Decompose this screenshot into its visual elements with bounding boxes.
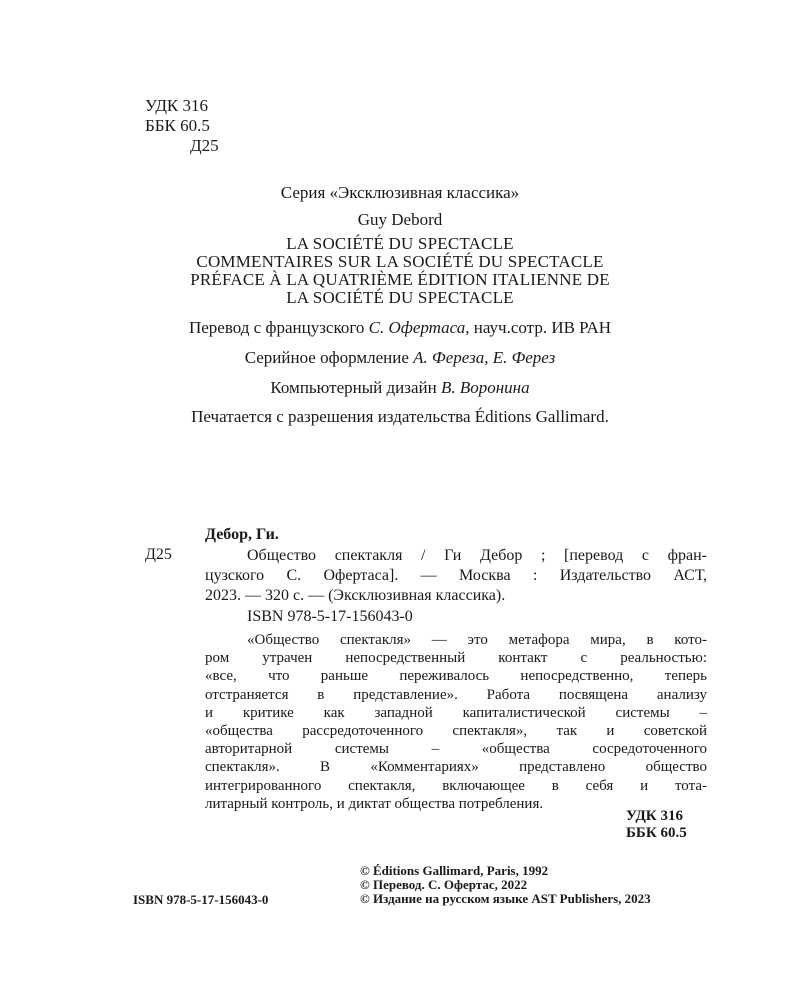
copyright-line: © Éditions Gallimard, Paris, 1992	[360, 863, 549, 878]
abstract-line: «все, что раньше переживалось непосредственно, теперь	[205, 668, 707, 685]
catalog-heading: Дебор, Ги.	[205, 526, 279, 543]
abstract-line: спектакля». В «Комментариях» представлено общество	[205, 759, 707, 776]
copyright-block	[360, 864, 651, 906]
translation-prefix: Перевод с французского	[188, 318, 369, 337]
abstract-line: авторитарной системы – «общества сосредоточенного	[205, 741, 707, 758]
copyright-line: © Перевод. С. Офертас, 2022	[360, 877, 528, 892]
series-design-credit	[0, 348, 800, 368]
udk-code-top: УДК 316	[145, 96, 209, 115]
abstract-line: интегрированного спектакля, включающее в себя и тота-	[205, 777, 707, 794]
catalog-isbn: ISBN 978-5-17-156043-0	[247, 608, 413, 625]
bbk-code-top: ББК 60.5	[145, 116, 210, 135]
footer-isbn: ISBN 978-5-17-156043-0	[133, 892, 269, 907]
series-line: Серия «Эксклюзивная классика»	[280, 183, 520, 202]
catalog-udk: УДК 316	[626, 808, 683, 824]
series-designers: А. Фереза, Е. Ферез	[413, 348, 556, 367]
catalog-abstract	[205, 631, 707, 813]
series-design-prefix: Серийное оформление	[244, 348, 414, 367]
author-mark-top: Д25	[190, 136, 219, 155]
translation-credit	[0, 318, 800, 338]
original-title-line: LA SOCIÉTÉ DU SPECTACLE	[286, 234, 514, 253]
abstract-line: и критике как западной капиталистической системы –	[205, 704, 707, 721]
computer-designer: В. Воронина	[440, 378, 530, 397]
original-title-line: COMMENTAIRES SUR LA SOCIÉTÉ DU SPECTACLE	[196, 252, 604, 271]
abstract-line: ром утрачен непосредственный контакт с реальностью:	[205, 650, 707, 667]
catalog-mark: Д25	[145, 546, 172, 563]
abstract-line: отстраняется в представление». Работа посвящена анализу	[205, 686, 707, 703]
translation-suffix: науч.сотр. ИВ РАН	[469, 318, 612, 337]
translator-name: С. Офертаса,	[368, 318, 470, 337]
computer-design-prefix: Компьютерный дизайн	[270, 378, 441, 397]
computer-design-credit	[0, 378, 800, 398]
copyright-line: © Издание на русском языке AST Publishers, 2023	[360, 891, 651, 906]
abstract-line: «Общество спектакля» — это метафора мира, в кото-	[247, 632, 707, 648]
original-title-line: LA SOCIÉTÉ DU SPECTACLE	[286, 288, 514, 307]
original-author: Guy Debord	[357, 210, 443, 229]
catalog-bbk: ББК 60.5	[626, 825, 687, 841]
bibliographic-description	[205, 546, 707, 606]
permission-note: Печатается с разрешения издательства Éditions Gallimard.	[191, 407, 609, 426]
bib-line: цузского С. Офертаса]. — Москва : Издательство АСТ,	[205, 567, 707, 584]
abstract-line: «общества рассредоточенного спектакля», так и советской	[205, 723, 707, 740]
bib-line: 2023. — 320 с. — (Эксклюзивная классика).	[205, 587, 506, 604]
bib-line: Общество спектакля / Ги Дебор ; [перевод с фран-	[247, 547, 707, 564]
abstract-line: литарный контроль, и диктат общества потребления.	[205, 795, 544, 812]
original-titles	[0, 235, 800, 307]
original-title-line: PRÉFACE À LA QUATRIÈME ÉDITION ITALIENNE DE	[190, 270, 610, 289]
